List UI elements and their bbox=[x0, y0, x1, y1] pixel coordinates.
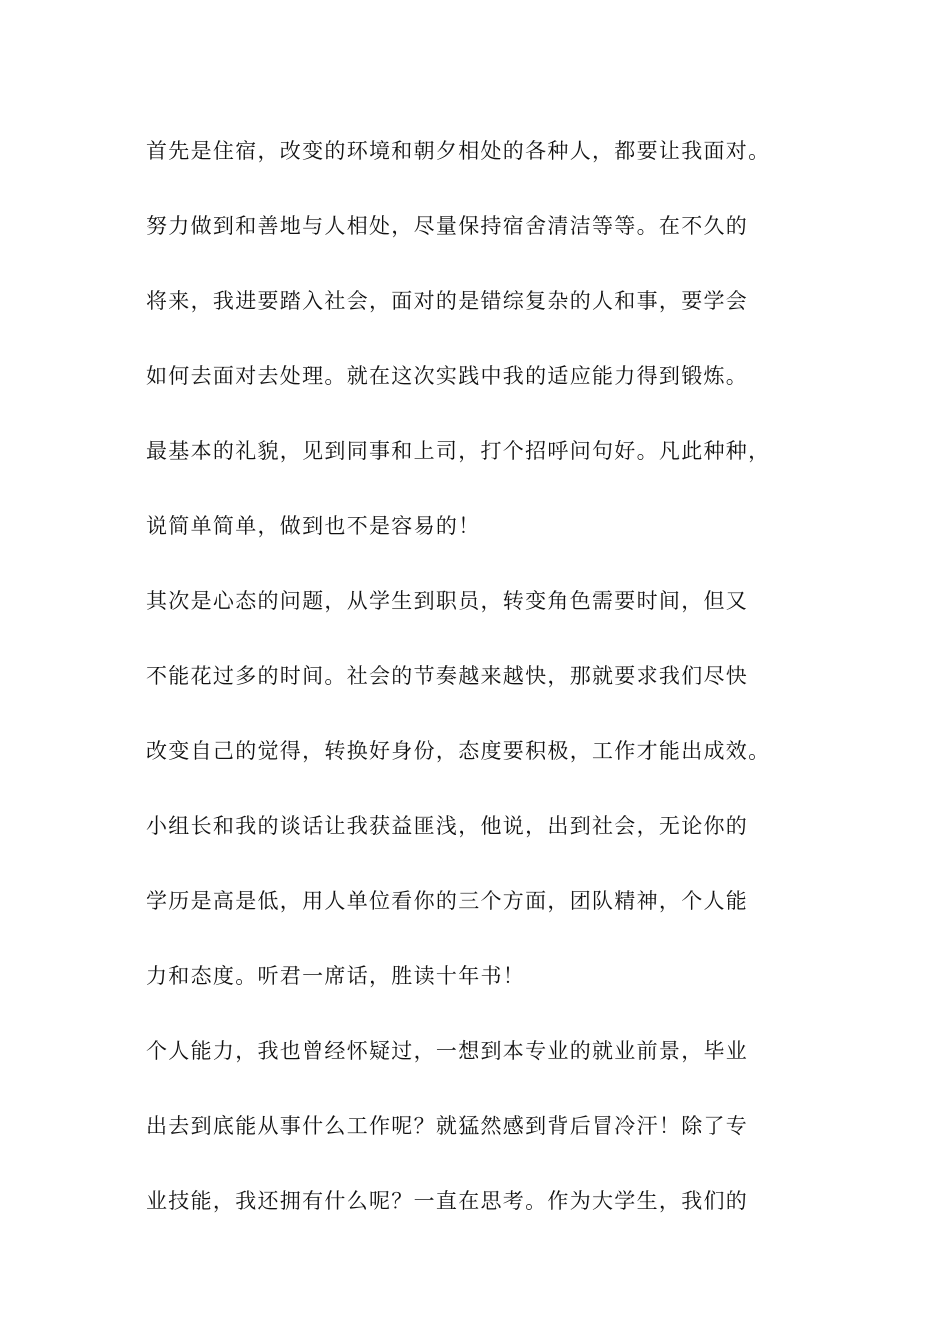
text-line: 首先是住宿，改变的环境和朝夕相处的各种人，都要让我面对。 bbox=[146, 139, 771, 163]
text-line: 说简单简单，做到也不是容易的！ bbox=[146, 514, 481, 538]
text-line: 改变自己的觉得，转换好身份，态度要积极，工作才能出成效。 bbox=[146, 739, 771, 763]
text-line: 出去到底能从事什么工作呢？就猛然感到背后冒冷汗！除了专 bbox=[146, 1114, 749, 1138]
text-line: 力和态度。听君一席话，胜读十年书！ bbox=[146, 964, 526, 988]
text-line: 业技能，我还拥有什么呢？一直在思考。作为大学生，我们的 bbox=[146, 1189, 749, 1213]
text-line: 个人能力，我也曾经怀疑过，一想到本专业的就业前景，毕业 bbox=[146, 1039, 749, 1063]
text-line: 其次是心态的问题，从学生到职员，转变角色需要时间，但又 bbox=[146, 589, 749, 613]
text-line: 学历是高是低，用人单位看你的三个方面，团队精神，个人能 bbox=[146, 889, 749, 913]
text-line: 努力做到和善地与人相处，尽量保持宿舍清洁等等。在不久的 bbox=[146, 214, 749, 238]
text-line: 将来，我进要踏入社会，面对的是错综复杂的人和事，要学会 bbox=[146, 289, 749, 313]
text-line: 不能花过多的时间。社会的节奏越来越快，那就要求我们尽快 bbox=[146, 664, 749, 688]
text-line: 最基本的礼貌，见到同事和上司，打个招呼问句好。凡此种种， bbox=[146, 439, 771, 463]
document-body bbox=[146, 130, 826, 1255]
text-line: 如何去面对去处理。就在这次实践中我的适应能力得到锻炼。 bbox=[146, 364, 749, 388]
text-line: 小组长和我的谈话让我获益匪浅，他说，出到社会，无论你的 bbox=[146, 814, 749, 838]
